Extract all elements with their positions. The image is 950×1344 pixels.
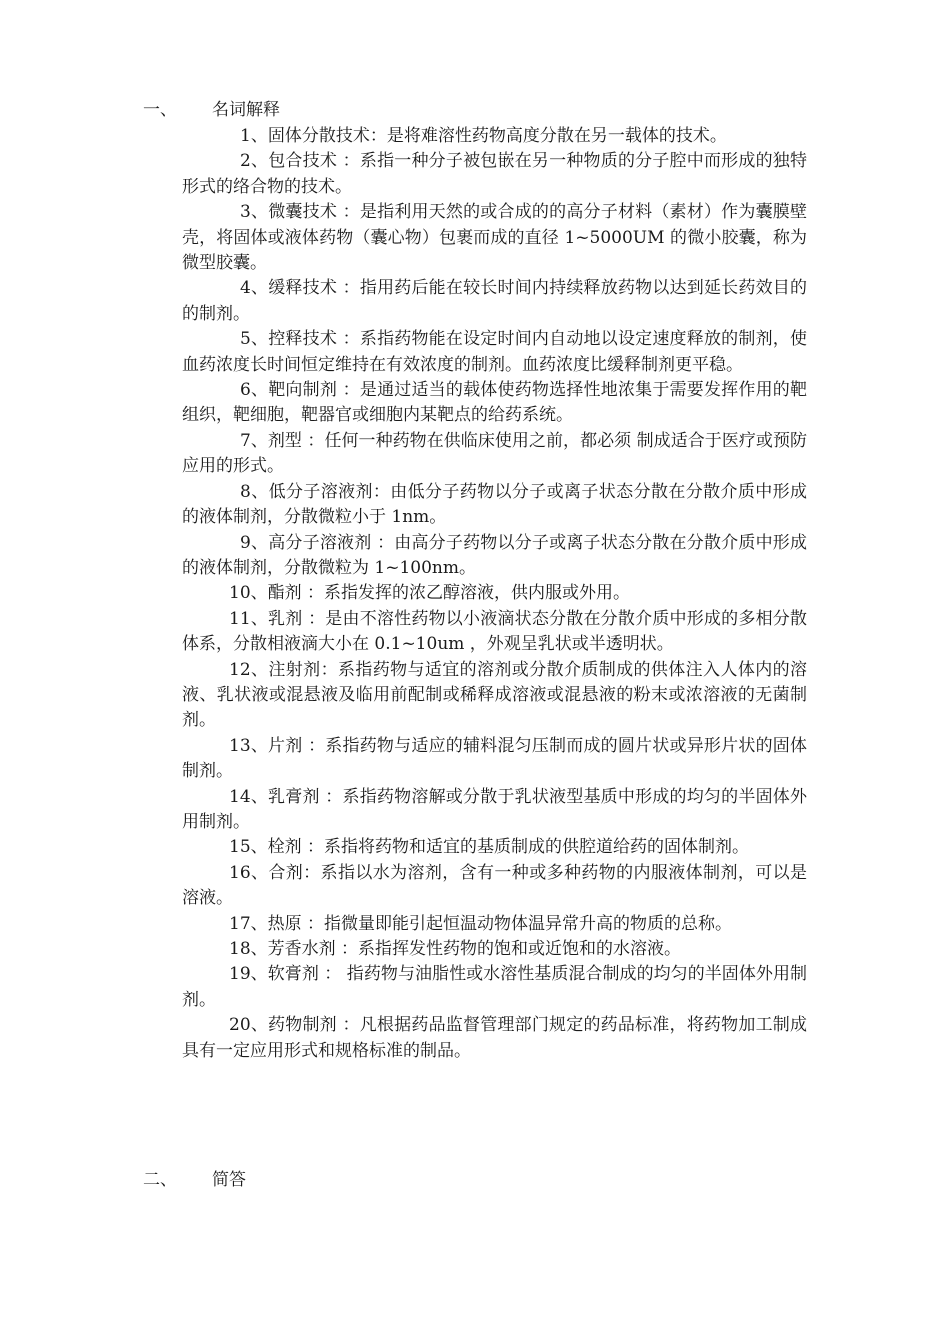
term-item: 19、软膏剂 ： 指药物与油脂性或水溶性基质混合制成的均匀的半固体外用制剂。 bbox=[182, 964, 807, 1010]
term-item: 1、固体分散技术：是将难溶性药物高度分散在另一载体的技术。 bbox=[240, 126, 727, 146]
term-item: 10、酯剂 ：系指发挥的浓乙醇溶液，供内服或外用。 bbox=[229, 583, 631, 604]
section-heading-terms bbox=[143, 98, 280, 123]
term-item: 13、片剂 ：系指药物与适应的辅料混匀压制而成的圆片状或异形片状的固体制剂。 bbox=[182, 735, 807, 782]
term-item: 16、合剂：系指以水为溶剂，含有一种或多种药物的内服液体制剂，可以是溶液。 bbox=[182, 862, 807, 909]
term-item: 7、剂型 ：任何一种药物在供临床使用之前，都必须 制成适合于医疗或预防应用的形式。 bbox=[182, 430, 807, 477]
section-title: 名词解释 bbox=[212, 100, 280, 120]
term-item: 8、低分子溶液剂：由低分子药物以分子或离子状态分散在分散介质中形成的液体制剂，分散微粒小于 1nm。 bbox=[182, 481, 807, 528]
term-item: 14、乳膏剂 ：系指药物溶解或分散于乳状液型基质中形成的均匀的半固体外用制剂。 bbox=[182, 786, 807, 832]
section-title: 简答 bbox=[212, 1170, 246, 1190]
term-item: 5、控释技术 ：系指药物能在设定时间内自动地以设定速度释放的制剂，使血药浓度长时间恒定维持在有效浓度的制剂。血药浓度比缓释制剂更平稳。 bbox=[182, 329, 807, 375]
term-item: 3、微囊技术 ：是指利用天然的或合成的的高分子材料（素材）作为囊膜壁壳，将固体或液体药物（囊心物）包裹而成的直径 1~5000UM 的微小胶囊，称为微型胶囊。 bbox=[182, 202, 807, 274]
term-item: 9、高分子溶液剂 ：由高分子药物以分子或离子状态分散在分散介质中形成的液体制剂，分散微粒为 1~100nm。 bbox=[182, 532, 807, 578]
term-item: 12、注射剂：系指药物与适宜的溶剂或分散介质制成的供体注入人体内的溶液、乳状液或混悬液及临用前配制或稀释成溶液或混悬液的粉末或浓溶液的无菌制剂。 bbox=[182, 659, 807, 731]
term-list bbox=[182, 124, 807, 1064]
term-item: 11、乳剂 ：是由不溶性药物以小液滴状态分散在分散介质中形成的多相分散体系，分散相液滴大小在 0.1~10um ，外观呈乳状或半透明状。 bbox=[182, 608, 807, 655]
section-number: 一、 bbox=[143, 100, 177, 120]
section-heading-short-answer bbox=[143, 1168, 246, 1193]
section-number: 二、 bbox=[143, 1170, 177, 1190]
term-item: 18、芳香水剂 ：系指挥发性药物的饱和或近饱和的水溶液。 bbox=[229, 939, 682, 959]
term-item: 20、药物制剂 ：凡根据药品监督管理部门规定的药品标准，将药物加工制成具有一定应用形式和规格标准的制品。 bbox=[182, 1015, 807, 1061]
term-item: 15、栓剂 ：系指将药物和适宜的基质制成的供腔道给药的固体制剂。 bbox=[229, 837, 750, 858]
term-item: 2、包合技术 ：系指一种分子被包嵌在另一种物质的分子腔中而形成的独特形式的络合物的技术。 bbox=[182, 151, 807, 197]
term-item: 6、靶向制剂 ：是通过适当的载体使药物选择性地浓集于需要发挥作用的靶组织，靶细胞，靶器官或细胞内某靶点的给药系统。 bbox=[182, 380, 807, 426]
term-item: 4、缓释技术 ：指用药后能在较长时间内持续释放药物以达到延长药效目的的制剂。 bbox=[182, 278, 807, 324]
term-item: 17、热原 ：指微量即能引起恒温动物体温异常升高的物质的总称。 bbox=[229, 913, 733, 934]
